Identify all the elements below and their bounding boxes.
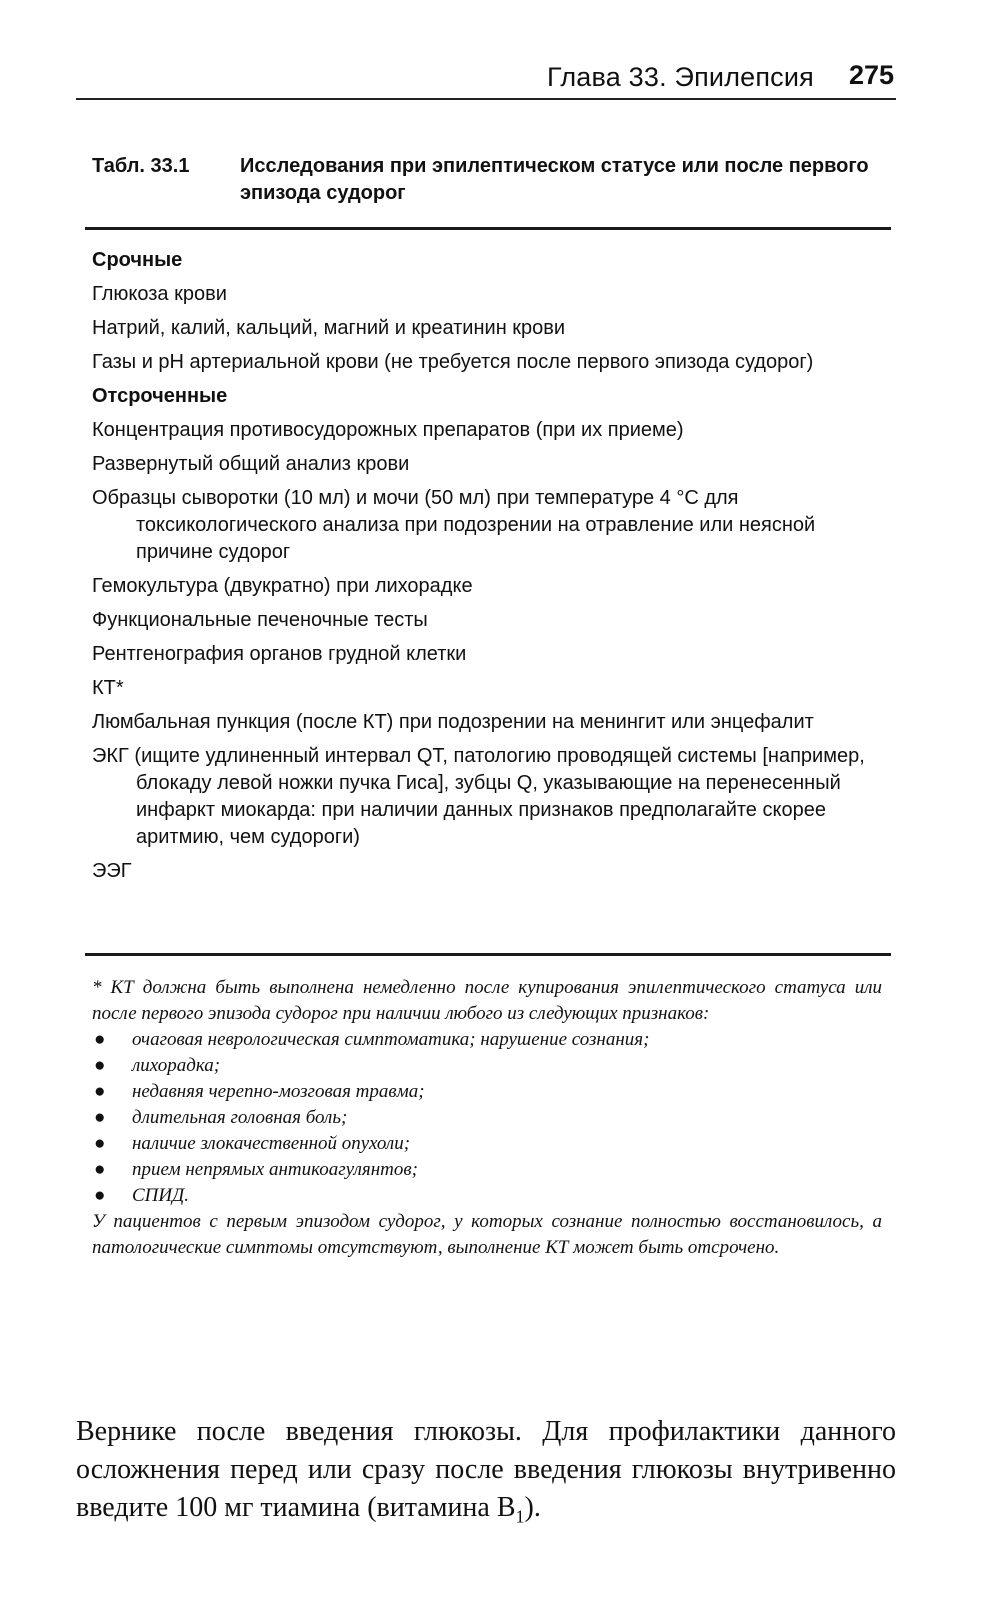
body-text-end: ). [524,1492,541,1523]
table-row: Натрий, калий, кальций, магний и креатинин крови [92,317,566,339]
list-item [92,1131,882,1157]
list-item-text: очаговая неврологическая симптоматика; нарушение сознания; [132,1029,650,1050]
page-number: 275 [848,60,894,90]
body-paragraph [76,1413,896,1536]
list-item-text: СПИД. [132,1185,189,1206]
list-item-text: лихорадка; [132,1055,221,1076]
list-item [92,1079,882,1105]
bullet-icon: ● [94,1081,106,1102]
footnote-outro: У пациентов с первым эпизодом судорог, у которых сознание полностью восстановилось, а патологические симптомы отсутствуют, выполнение КТ может быть отсрочено. [92,1211,882,1258]
bullet-icon: ● [94,1107,106,1128]
bullet-icon: ● [94,1029,106,1050]
table-row: КТ* [92,677,124,699]
section-heading-urgent: Срочные [92,249,183,271]
list-item-text: наличие злокачественной опухоли; [132,1133,411,1154]
table-body [92,244,882,892]
list-item [92,1027,882,1053]
table-row: Люмбальная пункция (после КТ) при подозрении на менингит или энцефалит [92,711,814,733]
table-row: ЭЭГ [92,860,132,882]
body-subscript: 1 [515,1506,525,1527]
bullet-icon: ● [94,1185,106,1206]
list-item [92,1183,882,1209]
table-row: Гемокультура (двукратно) при лихорадке [92,575,473,597]
list-item-text: недавняя черепно-мозговая травма; [132,1081,425,1102]
table-row: Развернутый общий анализ крови [92,453,410,475]
running-header [76,60,896,100]
bullet-icon: ● [94,1159,106,1180]
bullet-icon: ● [94,1133,106,1154]
list-item-text: длительная головная боль; [132,1107,348,1128]
table-bottom-rule [85,953,891,956]
footnote-list [92,1027,882,1209]
list-item [92,1105,882,1131]
table-row: Концентрация противосудорожных препаратов (при их приеме) [92,419,684,441]
table-row: ЭКГ (ищите удлиненный интервал QT, патологию проводящей системы [например, блокаду левой ножки пучка Гиса], зубцы Q, указывающие на перенесенный инфаркт миокарда: при наличии данных признаков предполагайте скорее аритмию, чем судороги) [92,745,865,848]
list-item [92,1157,882,1183]
chapter-title: Глава 33. Эпилепсия [547,62,814,92]
table-row: Газы и pH артериальной крови (не требуется после первого эпизода судорог) [92,351,814,373]
body-text: Вернике после введения глюкозы. Для профилактики данного осложнения перед или сразу после введения глюкозы внутривенно введите 100 мг тиамина (витамина B [76,1416,896,1523]
table-row: Глюкоза крови [92,283,227,305]
table-label: Табл. 33.1 [92,155,190,177]
table-footnote [92,975,882,1261]
list-item-text: прием непрямых антикоагулянтов; [132,1159,418,1180]
list-item [92,1053,882,1079]
bullet-icon: ● [94,1055,106,1076]
footnote-intro: * КТ должна быть выполнена немедленно после купирования эпилептического статуса или после первого эпизода судорог при наличии любого из следующих признаков: [92,977,882,1024]
table-row: Функциональные печеночные тесты [92,609,428,631]
table-row: Образцы сыворотки (10 мл) и мочи (50 мл) при температуре 4 °C для токсикологического анализа при подозрении на отравление или неясной причине судорог [92,487,816,563]
table-title: Исследования при эпилептическом статусе или после первого эпизода судорог [240,155,869,204]
section-heading-delayed: Отсроченные [92,385,228,407]
table-row: Рентгенография органов грудной клетки [92,643,467,665]
table-top-rule [85,227,891,230]
